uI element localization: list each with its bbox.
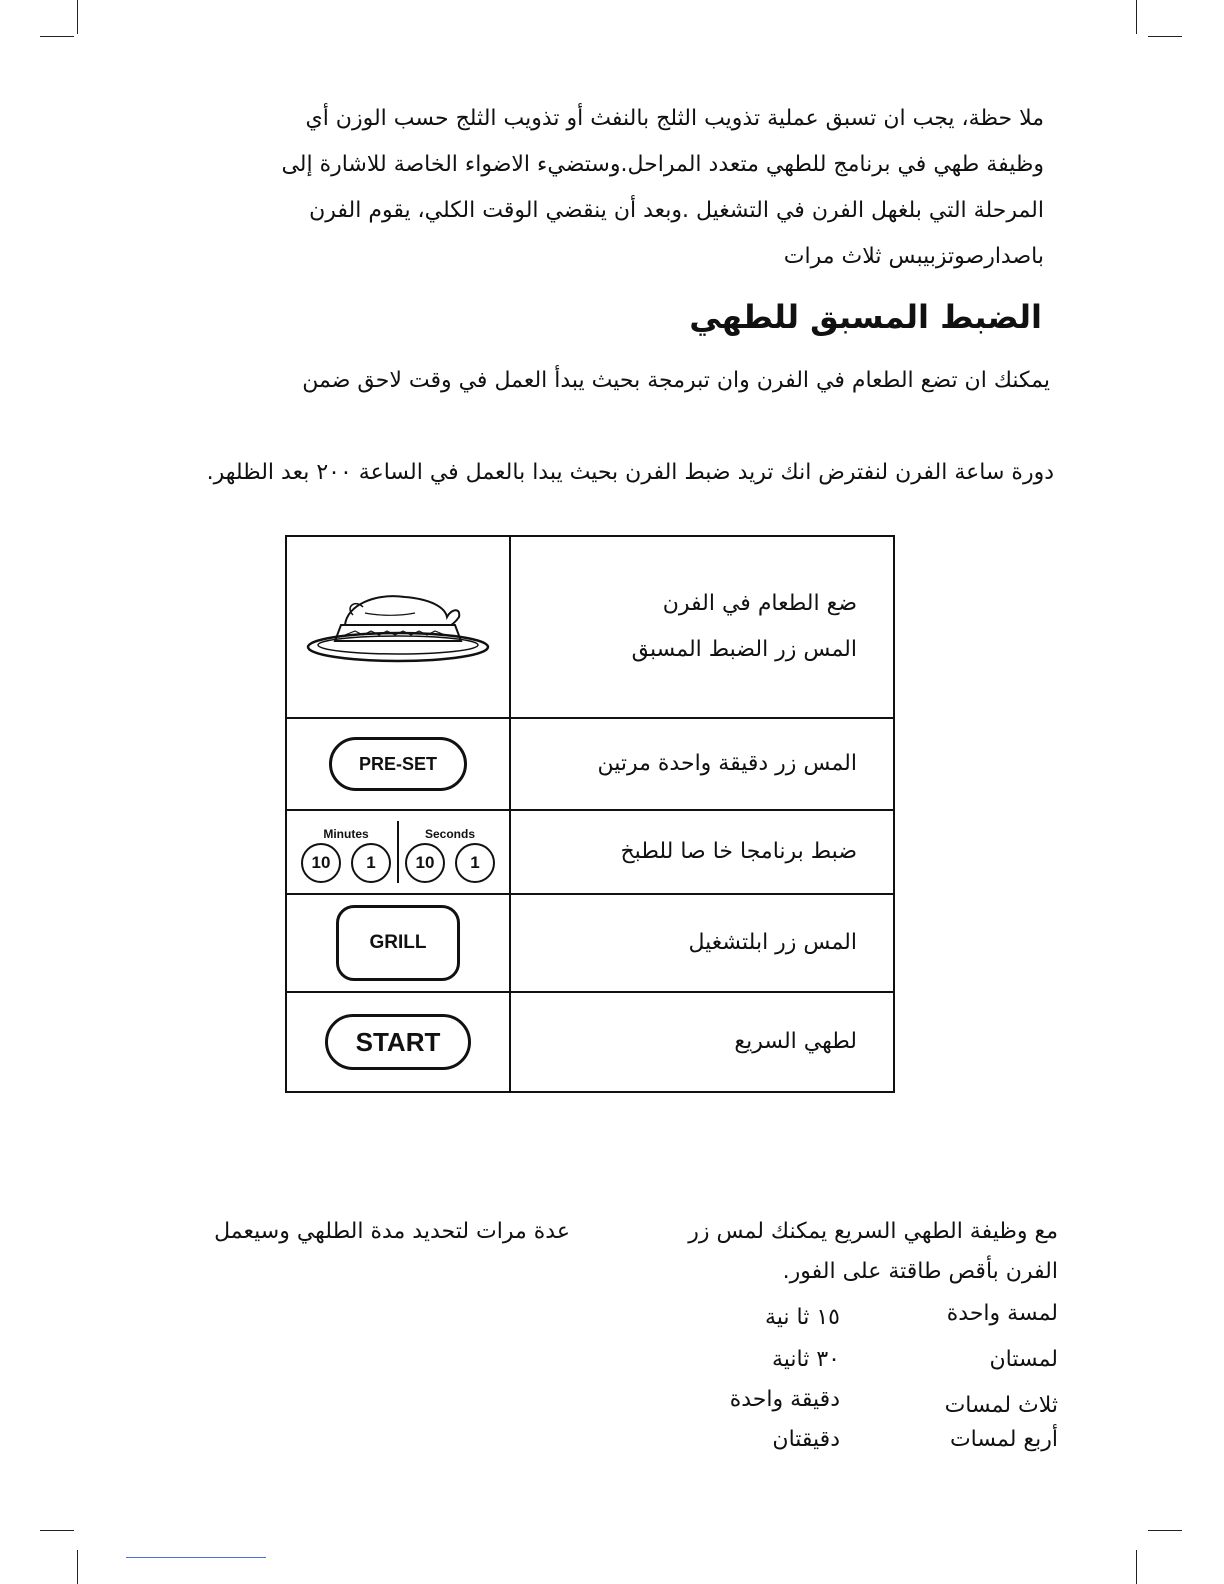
note-paragraph: [184, 96, 1044, 280]
step-text-cell: [510, 718, 894, 810]
minutes-group: [301, 827, 391, 883]
step-text-cell: [510, 992, 894, 1092]
crop-mark: [77, 0, 78, 34]
preset-button[interactable]: PRE-SET: [329, 737, 467, 791]
grill-button[interactable]: GRILL: [336, 905, 460, 981]
dial-divider: [397, 821, 399, 883]
table-row: [286, 718, 894, 810]
table-row: [286, 536, 894, 718]
start-button[interactable]: START: [325, 1014, 471, 1070]
table-row: [286, 894, 894, 992]
seconds-10-button[interactable]: 10: [405, 843, 445, 883]
time-cell: ٣٠ ثانية: [771, 1347, 840, 1372]
time-dials: [301, 821, 495, 883]
touches-cell: أربع لمسات: [949, 1427, 1058, 1452]
minutes-1-button[interactable]: 1: [351, 843, 391, 883]
step-text-cell: [510, 810, 894, 894]
seconds-1-button[interactable]: 1: [455, 843, 495, 883]
time-cell: دقيقتان: [772, 1427, 840, 1452]
quick-line: الفرن بأقص طاقتة على الفور.: [782, 1259, 1058, 1284]
minutes-10-button[interactable]: 10: [301, 843, 341, 883]
table-row: [286, 810, 894, 894]
section-intro: يمكنك ان تضع الطعام في الفرن وان تبرمجة بحيث يبدأ العمل في وقت لاحق ضمن: [302, 368, 1050, 393]
touches-cell: لمسة واحدة: [946, 1301, 1058, 1326]
table-row: [286, 992, 894, 1092]
step-image-cell: [286, 536, 510, 718]
time-cell: دقيقة واحدة: [729, 1387, 840, 1412]
steps-table: [285, 535, 895, 1093]
seconds-group: [405, 827, 495, 883]
quick-text-left: عدة مرات لتحديد مدة الطلهي وسيعمل: [214, 1219, 570, 1244]
section-title: الضبط المسبق للطهي: [689, 298, 1042, 336]
seconds-label: Seconds: [424, 827, 475, 841]
step-text: المس زر دقيقة واحدة مرتين: [597, 751, 857, 776]
time-cell: ١٥ ثا نية: [764, 1305, 840, 1330]
roast-chicken-icon: [305, 585, 491, 665]
note-line: ملا حظة، يجب ان تسبق عملية تذويب الثلج بالنفث أو تذويب الثلج حسب الوزن أي: [305, 106, 1044, 131]
step-text: لطهي السريع: [734, 1029, 857, 1054]
step-text-cell: [510, 536, 894, 718]
footer-rule: [126, 1557, 266, 1558]
crop-mark: [77, 1550, 78, 1584]
minutes-label: Minutes: [323, 827, 369, 841]
crop-mark: [40, 36, 74, 37]
section-example: دورة ساعة الفرن لنفترض انك تريد ضبط الفرن بحيث يبدا بالعمل في الساعة ٢٠٠ بعد الظلهر.: [206, 460, 1054, 485]
step-text: المس زر ابلتشغيل: [688, 930, 857, 955]
touches-cell: لمستان: [989, 1347, 1058, 1372]
crop-mark: [1136, 0, 1137, 34]
note-line: المرحلة التي بلغهل الفرن في التشغيل .وبعد أن ينقضي الوقت الكلي، يقوم الفرن: [309, 198, 1044, 223]
crop-mark: [40, 1530, 74, 1531]
quick-line: مع وظيفة الطهي السريع يمكنك لمس زر: [688, 1219, 1058, 1244]
step-text: المس زر الضبط المسبق: [631, 637, 857, 662]
crop-mark: [1148, 1530, 1182, 1531]
step-image-cell: [286, 718, 510, 810]
crop-mark: [1136, 1550, 1137, 1584]
step-text-cell: [510, 894, 894, 992]
note-line: باصدارصوتزبيبس ثلاث مرات: [783, 244, 1044, 269]
step-text: ضبط برنامجا خا صا للطبخ: [620, 839, 857, 864]
note-line: وظيفة طهي في برنامج للطهي متعدد المراحل.وستضيء الاضواء الخاصة للاشارة إلى: [281, 152, 1044, 177]
step-text: ضع الطعام في الفرن: [662, 591, 857, 616]
quick-text-right: [638, 1212, 1058, 1292]
step-image-cell: [286, 810, 510, 894]
step-image-cell: [286, 992, 510, 1092]
crop-mark: [1148, 36, 1182, 37]
touches-cell: ثلاث لمسات: [944, 1393, 1058, 1418]
step-image-cell: [286, 894, 510, 992]
